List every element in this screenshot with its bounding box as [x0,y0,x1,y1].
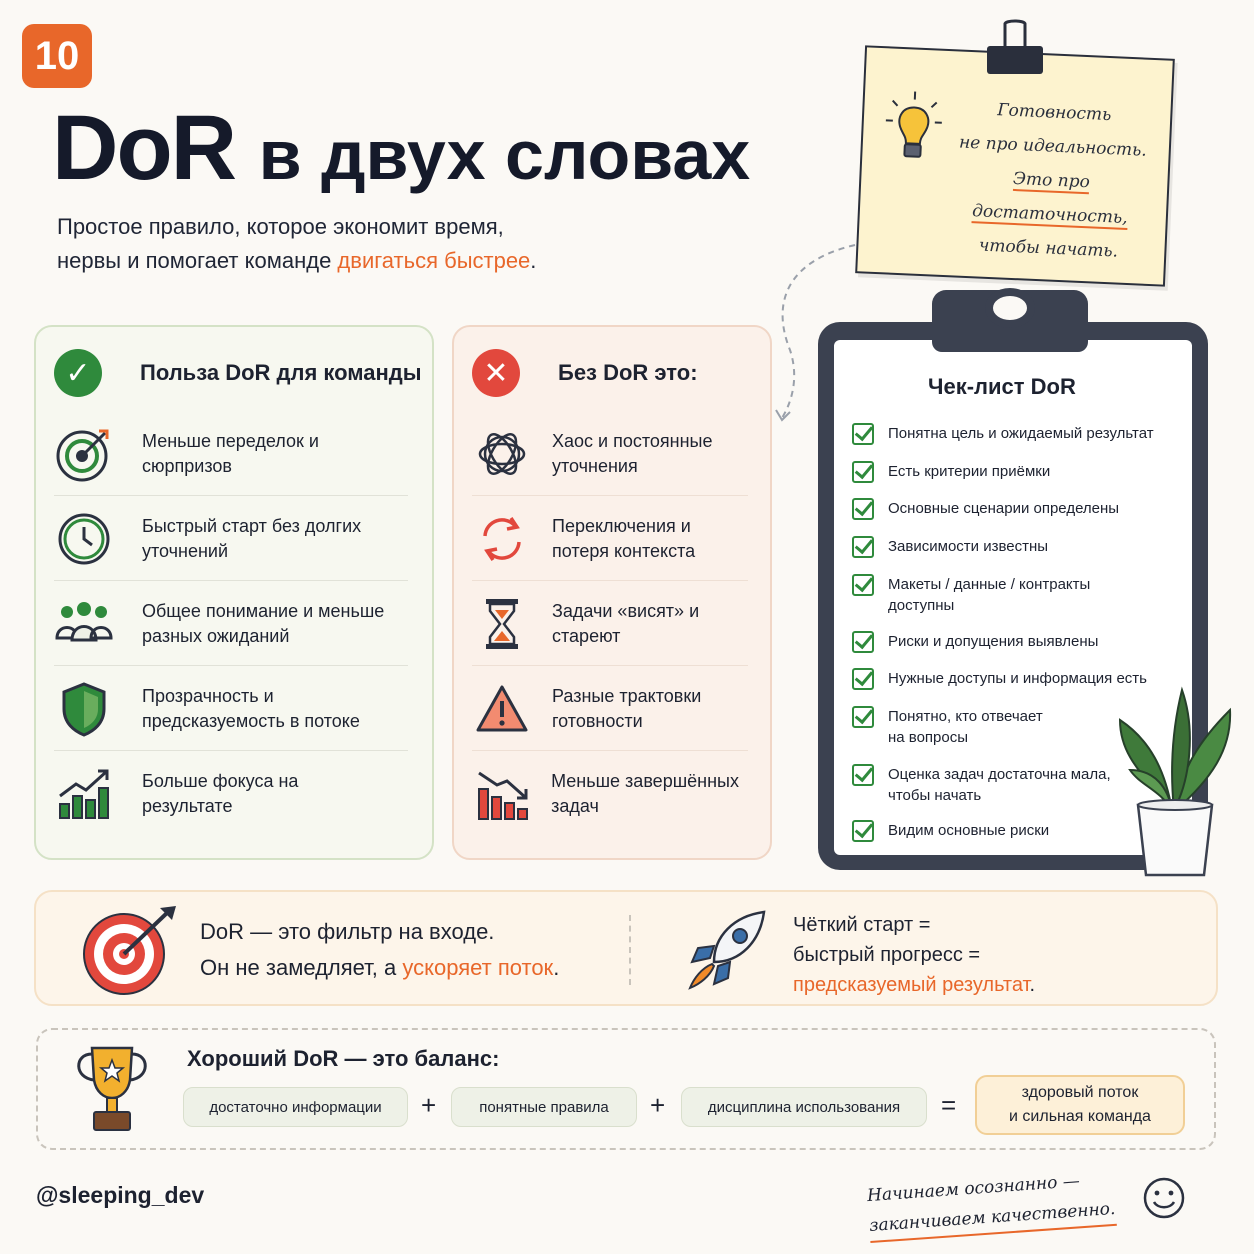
without-item [472,412,748,496]
banner-left-suffix: . [553,955,560,980]
banner-left-line2 [200,950,559,986]
growth-chart-icon [54,764,114,824]
binder-clip-icon [985,18,1045,78]
plus-sign: + [421,1090,437,1120]
subtitle-line2-text: нервы и помогает команде [57,248,338,273]
subtitle-line1: Простое правило, которое экономит время, [57,214,504,239]
checklist-item-text: Зависимости известны [888,538,1049,555]
rocket-icon [684,906,770,992]
without-text: Хаос и постоянные уточнения [552,430,713,476]
without-item [472,752,748,836]
checklist-item-text: Оценка задач достаточна мала, чтобы начать [888,766,1111,804]
without-title: Без DoR это: [558,360,698,385]
benefit-item [54,582,408,666]
banner-right-line1: Чёткий старт = [793,914,931,936]
switch-icon [472,509,532,569]
banner-right-line3 [793,970,1035,1000]
title-main: DoR [52,97,236,199]
checklist-item[interactable] [852,574,1108,616]
target-icon [54,424,114,484]
banner-right-suffix: . [1029,974,1036,996]
balance-title: Хороший DoR — это баланс: [187,1046,500,1071]
page-title [52,96,750,201]
checklist-item-text: Нужные доступы и информация есть [888,670,1147,687]
author-handle: @sleeping_dev [36,1182,205,1208]
checklist-item[interactable] [852,631,1178,653]
check-circle-icon: ✓ [54,349,102,397]
checklist-title: Чек-лист DoR [928,374,1076,399]
checklist-item-text: Риски и допущения выявлены [888,633,1099,650]
decline-chart-icon [472,764,531,824]
banner-left-text [200,914,559,986]
benefits-title: Польза DoR для команды [140,360,422,385]
benefit-text: Меньше переделок и сюрпризов [142,430,319,476]
footer-motto [866,1163,1130,1243]
checklist-item-text: Видим основные риски [888,822,1050,839]
banner-right-accent: предсказуемый результат [793,974,1030,996]
result-line1: здоровый поток [1021,1084,1139,1101]
without-item [472,497,748,581]
lightbulb-icon [882,88,945,171]
checkbox-checked-icon[interactable] [852,498,874,520]
benefit-text: Прозрачность и предсказуемость в потоке [142,685,360,731]
checklist-item-text: Основные сценарии определены [888,500,1120,517]
motto-line2-text: заканчиваем качественно. [868,1198,1116,1237]
subtitle-accent: двигаться быстрее [337,248,531,273]
without-item [472,667,748,751]
banner-right-line2: быстрый прогресс = [793,944,981,966]
benefit-text: Общее понимание и меньше разных ожиданий [142,600,385,646]
balance-result [975,1075,1185,1135]
checklist-item[interactable] [852,423,1178,445]
banner-left-line2-text: Он не замедляет, а [200,955,403,980]
note-line1: Готовность [996,100,1112,126]
benefit-item [54,412,408,496]
clipboard-clip-ring [985,288,1035,328]
without-text: Переключения и потеря контекста [552,515,696,561]
note-line3 [939,159,1162,237]
note-line2: не про идеальность. [958,132,1148,161]
checkbox-checked-icon[interactable] [852,574,874,596]
team-icon [54,594,114,654]
banner-left-line1: DoR — это фильтр на входе. [200,919,495,944]
benefit-item [54,497,408,581]
checkbox-checked-icon[interactable] [852,764,874,786]
benefit-text: Больше фокуса на результате [142,771,299,816]
benefit-text: Быстрый старт без долгих уточнений [142,515,362,561]
trophy-icon [70,1042,154,1136]
banner-right-text [793,910,1035,1000]
title-rest: в двух словах [258,116,751,194]
sticky-note [855,45,1175,286]
checklist-item-text: Есть критерии приёмки [888,463,1051,480]
subtitle-line2 [57,244,697,278]
equals-sign: = [941,1090,957,1120]
without-header [472,349,698,397]
balance-pill-discipline: дисциплина использования [681,1087,927,1127]
smiley-icon [1142,1176,1186,1220]
clock-icon [54,509,114,569]
checklist-item[interactable] [852,536,1178,558]
warning-icon [472,679,532,739]
without-item [472,582,748,666]
checklist-item[interactable] [852,706,1058,748]
checklist-item-text: Макеты / данные / контракты доступны [888,576,1091,614]
plus-sign: + [650,1090,666,1120]
checkbox-checked-icon[interactable] [852,820,874,842]
checkbox-checked-icon[interactable] [852,706,874,728]
subtitle-suffix: . [530,248,537,273]
checkbox-checked-icon[interactable] [852,536,874,558]
benefits-header [54,349,422,397]
note-line3-text: Это про достаточность, [971,168,1128,228]
motto-line1: Начинаем осознанно — [866,1171,1081,1207]
checkbox-checked-icon[interactable] [852,461,874,483]
note-text [938,91,1165,270]
checkbox-checked-icon[interactable] [852,423,874,445]
without-text: Задачи «висят» и стареют [552,600,700,646]
shield-icon [54,679,114,739]
benefit-item [54,752,408,836]
checklist-item[interactable] [852,461,1178,483]
checklist-item-text: Понятна цель и ожидаемый результат [888,425,1154,442]
balance-pill-rules: понятные правила [451,1087,637,1127]
subtitle [57,210,697,278]
without-text: Разные трактовки готовности [552,685,702,731]
checklist-item[interactable] [852,764,1113,806]
banner-left-accent: ускоряет поток [402,955,554,980]
number-badge: 10 [22,24,92,88]
banner-divider [629,915,631,985]
checkbox-checked-icon[interactable] [852,631,874,653]
without-text: Меньше завершённых задач [551,771,739,816]
checklist-item[interactable] [852,498,1178,520]
checkbox-checked-icon[interactable] [852,668,874,690]
x-circle-icon: ✕ [472,349,520,397]
note-line4: чтобы начать. [978,235,1119,262]
potted-plant-icon [1110,670,1240,880]
chaos-icon [472,424,532,484]
balance-pill-information: достаточно информации [183,1087,408,1127]
result-line2: и сильная команда [1009,1108,1151,1125]
target-arrow-icon [82,904,180,996]
benefit-item [54,667,408,751]
checklist-item-text: Понятно, кто отвечает на вопросы [888,708,1043,746]
hourglass-icon [472,594,532,654]
